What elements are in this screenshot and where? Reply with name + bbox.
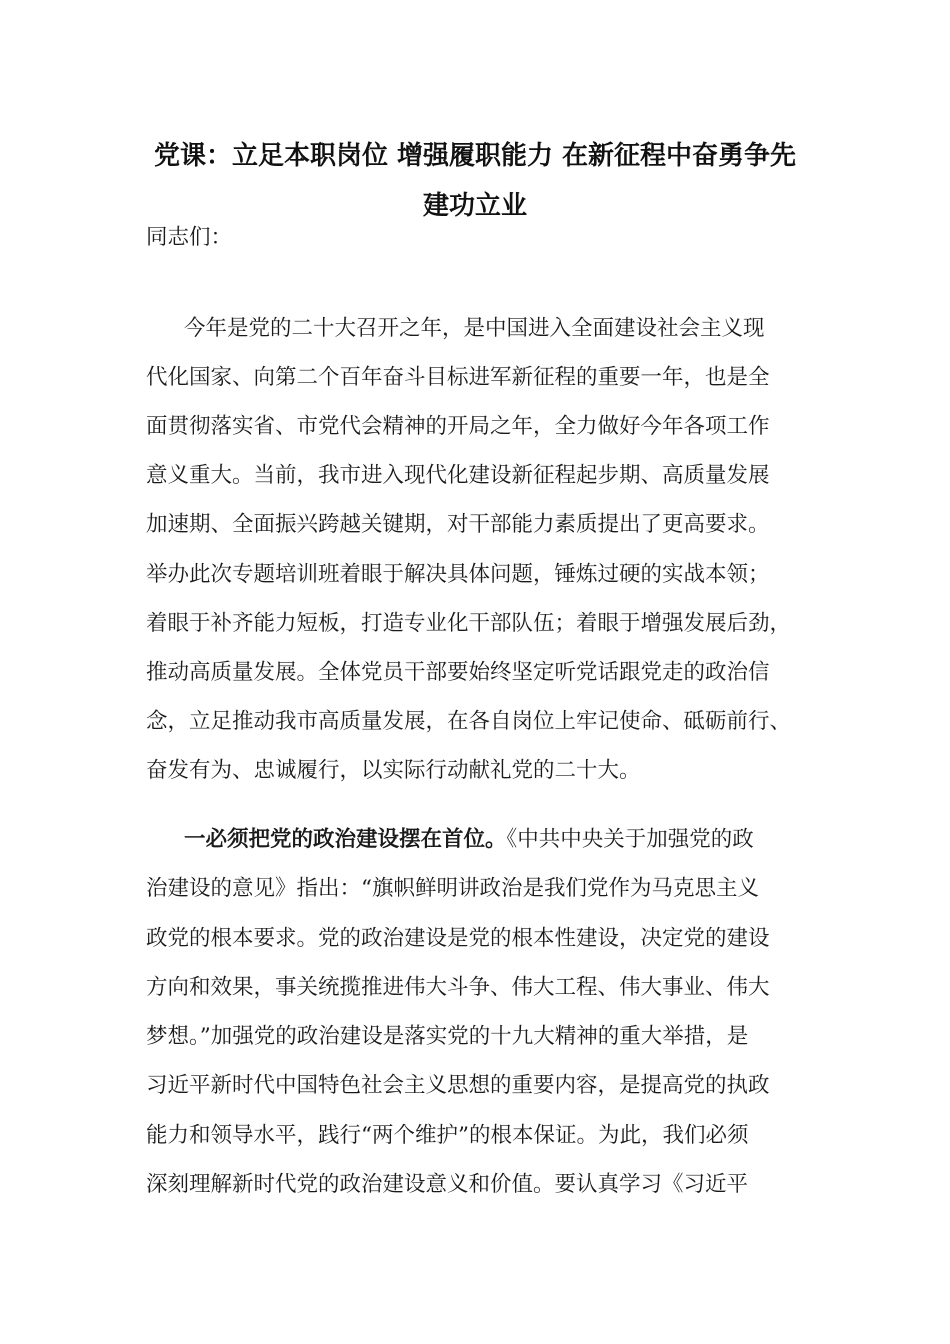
paragraph-2-line: 治建设的意见》指出：“旗帜鲜明讲政治是我们党作为马克思主义 bbox=[146, 876, 759, 901]
paragraph-1-line: 今年是党的二十大召开之年，是中国进入全面建设社会主义现 bbox=[184, 316, 765, 341]
paragraph-1-line: 念，立足推动我市高质量发展，在各自岗位上牢记使命、砥砺前行、 bbox=[146, 709, 792, 734]
salutation: 同志们： bbox=[146, 225, 233, 250]
paragraph-1-line: 举办此次专题培训班着眼于解决具体问题，锤炼过硬的实战本领； bbox=[146, 562, 770, 587]
section-heading: 一必须把党的政治建设摆在首位。 bbox=[184, 827, 507, 852]
paragraph-1-line: 面贯彻落实省、市党代会精神的开局之年，全力做好今年各项工作 bbox=[146, 414, 770, 439]
paragraph-1-line: 推动高质量发展。全体党员干部要始终坚定听党话跟党走的政治信 bbox=[146, 660, 770, 685]
paragraph-2-line: 能力和领导水平，践行“两个维护”的根本保证。为此，我们必须 bbox=[146, 1123, 749, 1148]
paragraph-2-first-line-rest: 《中共中央关于加强党的政 bbox=[506, 827, 754, 852]
paragraph-1-line: 加速期、全面振兴跨越关键期，对干部能力素质提出了更高要求。 bbox=[146, 512, 770, 537]
paragraph-2-line: 政党的根本要求。党的政治建设是党的根本性建设，决定党的建设 bbox=[146, 926, 770, 951]
paragraph-1-line: 代化国家、向第二个百年奋斗目标进军新征程的重要一年，也是全 bbox=[146, 365, 770, 390]
paragraph-2-first-line bbox=[184, 826, 754, 854]
paragraph-1-line: 着眼于补齐能力短板，打造专业化干部队伍；着眼于增强发展后劲， bbox=[146, 611, 792, 636]
paragraph-2-line: 梦想。”加强党的政治建设是落实党的十九大精神的重大举措，是 bbox=[146, 1024, 749, 1049]
document-title-line-1: 党课：立足本职岗位 增强履职能力 在新征程中奋勇争先 bbox=[153, 141, 797, 171]
document-title-line-2: 建功立业 bbox=[422, 191, 527, 221]
paragraph-2-line: 习近平新时代中国特色社会主义思想的重要内容，是提高党的执政 bbox=[146, 1073, 770, 1098]
paragraph-2-line: 方向和效果，事关统揽推进伟大斗争、伟大工程、伟大事业、伟大 bbox=[146, 975, 770, 1000]
paragraph-1-line: 奋发有为、忠诚履行，以实际行动献礼党的二十大。 bbox=[146, 758, 641, 783]
paragraph-1-line: 意义重大。当前，我市进入现代化建设新征程起步期、高质量发展 bbox=[146, 463, 770, 488]
paragraph-2-line: 深刻理解新时代党的政治建设意义和价值。要认真学习《习近平 bbox=[146, 1172, 749, 1197]
